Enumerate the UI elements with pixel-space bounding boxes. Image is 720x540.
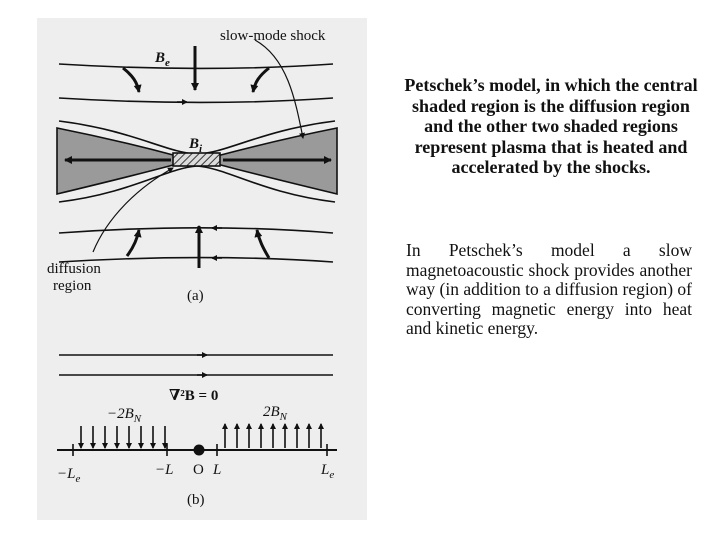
label-minus-2bn: $-2B_N$ xyxy=(107,406,142,425)
label-laplace-eq: ∇²B = 0 xyxy=(169,388,219,404)
origin-dot xyxy=(194,445,205,456)
label-plus-2bn: $2B_N$ xyxy=(263,404,288,423)
label-b-internal: $B_i$ xyxy=(189,136,203,155)
label-axis-minus-le: $-L_e$ xyxy=(57,466,81,485)
label-axis-minus-l: −L xyxy=(155,462,174,478)
explanation-text: In Petschek’s model a slow magnetoacoustic shock provides another way (in addition to a diffusion region) of converting magnetic energy into heat and kinetic energy. xyxy=(406,240,692,338)
label-panel-b: (b) xyxy=(187,492,205,508)
label-axis-l: L xyxy=(213,462,222,478)
figure-caption: Petschek’s model, in which the central shaded region is the diffusion region and the other two shaded regions represent plasma that is heated and accelerated by the shocks. xyxy=(404,75,698,177)
label-slow-mode-shock: slow-mode shock xyxy=(220,28,326,44)
label-region: region xyxy=(53,278,92,294)
label-diffusion: diffusion xyxy=(47,261,101,277)
petschek-figure xyxy=(37,18,367,520)
label-axis-origin: O xyxy=(193,462,204,478)
diffusion-region xyxy=(173,153,220,166)
label-axis-le: $L_e$ xyxy=(321,462,335,481)
label-panel-a: (a) xyxy=(187,288,204,304)
label-b-external: $B_e$ xyxy=(155,50,170,69)
